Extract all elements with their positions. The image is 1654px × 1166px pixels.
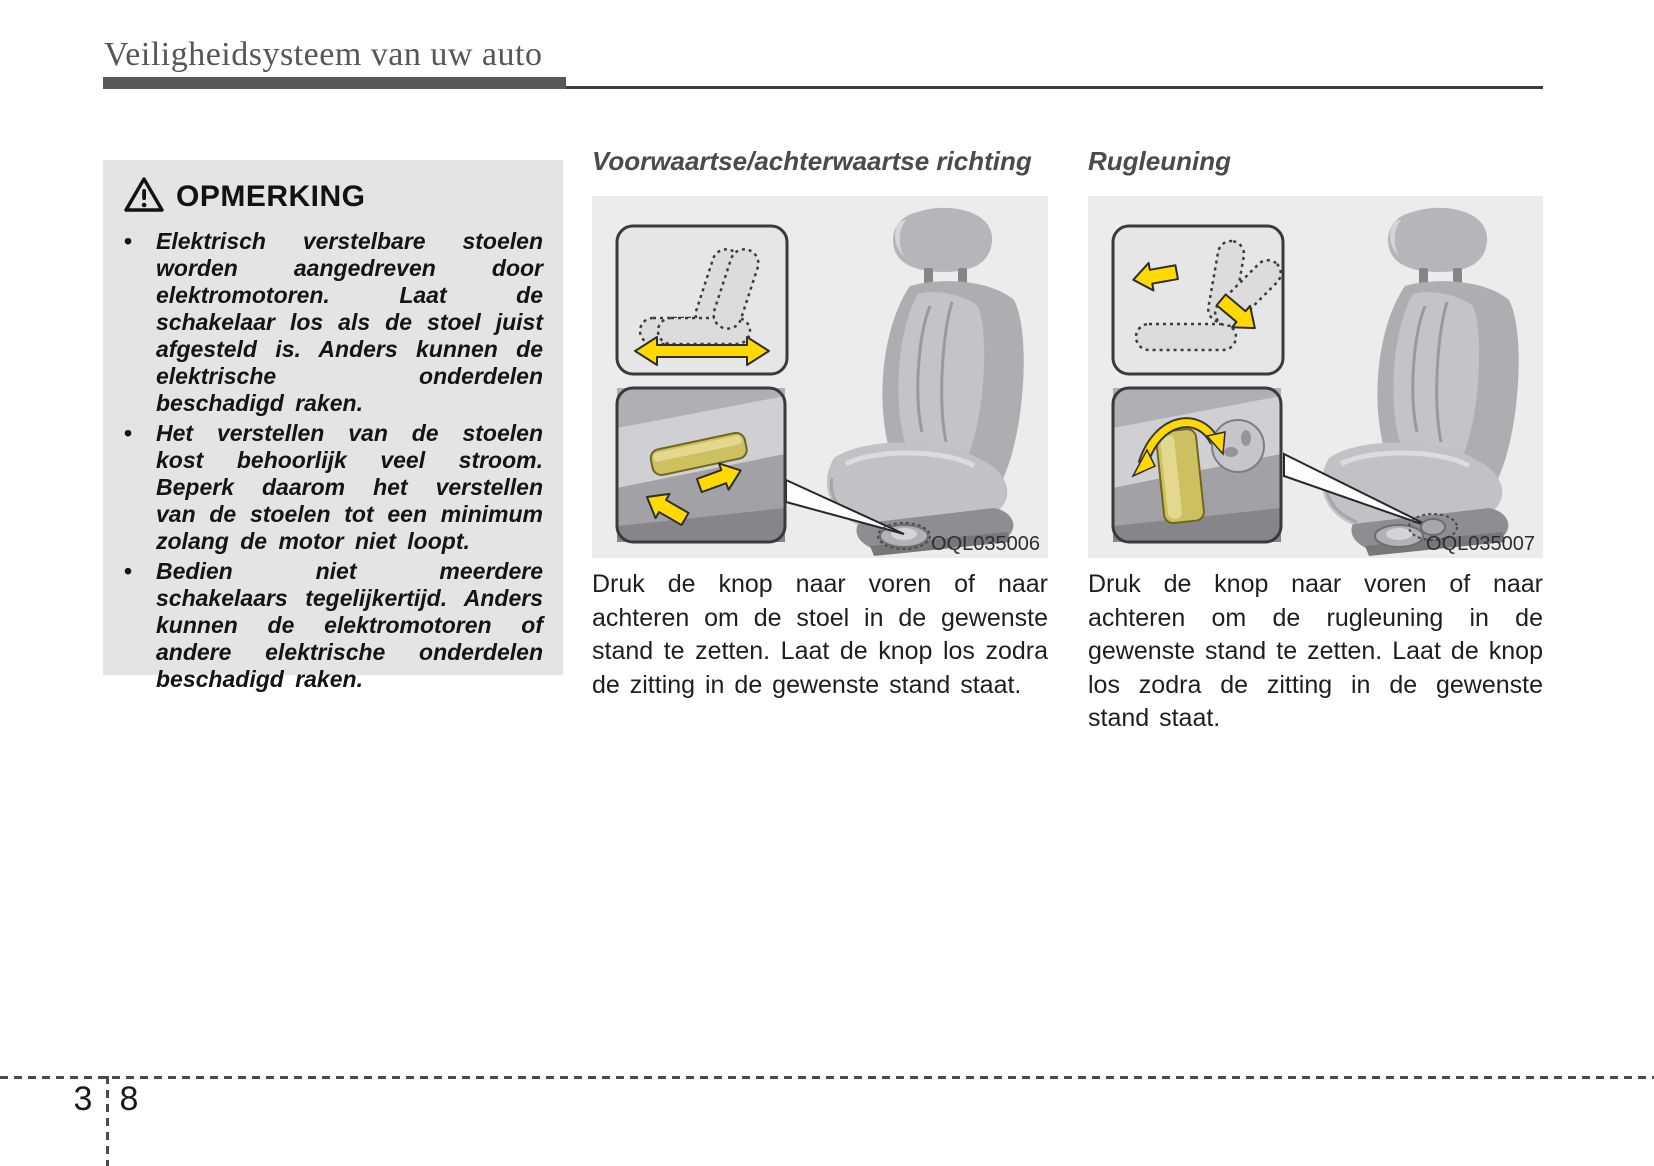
note-bullet [121, 228, 543, 417]
note-box [103, 160, 563, 692]
page-title: Veiligheidsysteem van uw auto [104, 36, 543, 73]
section-heading-recline: Rugleuning [1088, 146, 1231, 176]
section-heading-forward-backward: Voorwaartse/achterwaartse richting [592, 146, 1032, 176]
bullet-dot-icon: • [124, 420, 133, 446]
figure-caption: OQL035007 [1426, 533, 1535, 555]
chapter-number: 3 [73, 1080, 93, 1118]
seat-forward-backward-figure [592, 196, 1048, 558]
footer-dashed-divider [0, 1076, 1654, 1079]
note-bullet-text: Bedien niet meerdere schakelaars tegelijkertijd. Anders kunnen de elektromotoren of andere elektrische onderdelen beschadigd raken. [156, 558, 543, 692]
page-number: 8 [119, 1080, 139, 1118]
seat-forward-backward-illustration [592, 196, 1048, 558]
bullet-dot-icon: • [124, 558, 133, 584]
note-bullet [121, 558, 543, 693]
note-bullet-text: Elektrisch verstelbare stoelen worden aangedreven door elektromotoren. Laat de schakelaar los als de stoel juist afgesteld is. Anders kunnen de elektrische onderdelen beschadigd raken. [156, 228, 543, 416]
header-rule-thick [103, 77, 566, 89]
figure-caption: OQL035006 [931, 533, 1040, 555]
note-heading-row [123, 176, 543, 218]
footer-vertical-divider [106, 1076, 109, 1166]
section-body-recline: Druk de knop naar voren of naar achteren om de rugleuning in de gewenste stand te zetten. Laat de knop los zodra de zitting in de gewenste stand staat. [1088, 570, 1543, 732]
note-heading: OPMERKING [176, 180, 366, 213]
bullet-dot-icon: • [124, 228, 133, 254]
note-bullet [121, 420, 543, 555]
warning-triangle-icon [123, 176, 165, 218]
seatback-recline-figure [1088, 196, 1543, 558]
seatback-recline-illustration [1088, 196, 1543, 558]
section-body-forward-backward: Druk de knop naar voren of naar achteren om de stoel in de gewenste stand te zetten. Laat de knop los zodra de zitting in de gewenste stand staat. [592, 570, 1048, 699]
note-bullet-text: Het verstellen van de stoelen kost behoorlijk veel stroom. Beperk daarom het verstellen van de stoelen tot een minimum zolang de motor niet loopt. [156, 420, 543, 554]
